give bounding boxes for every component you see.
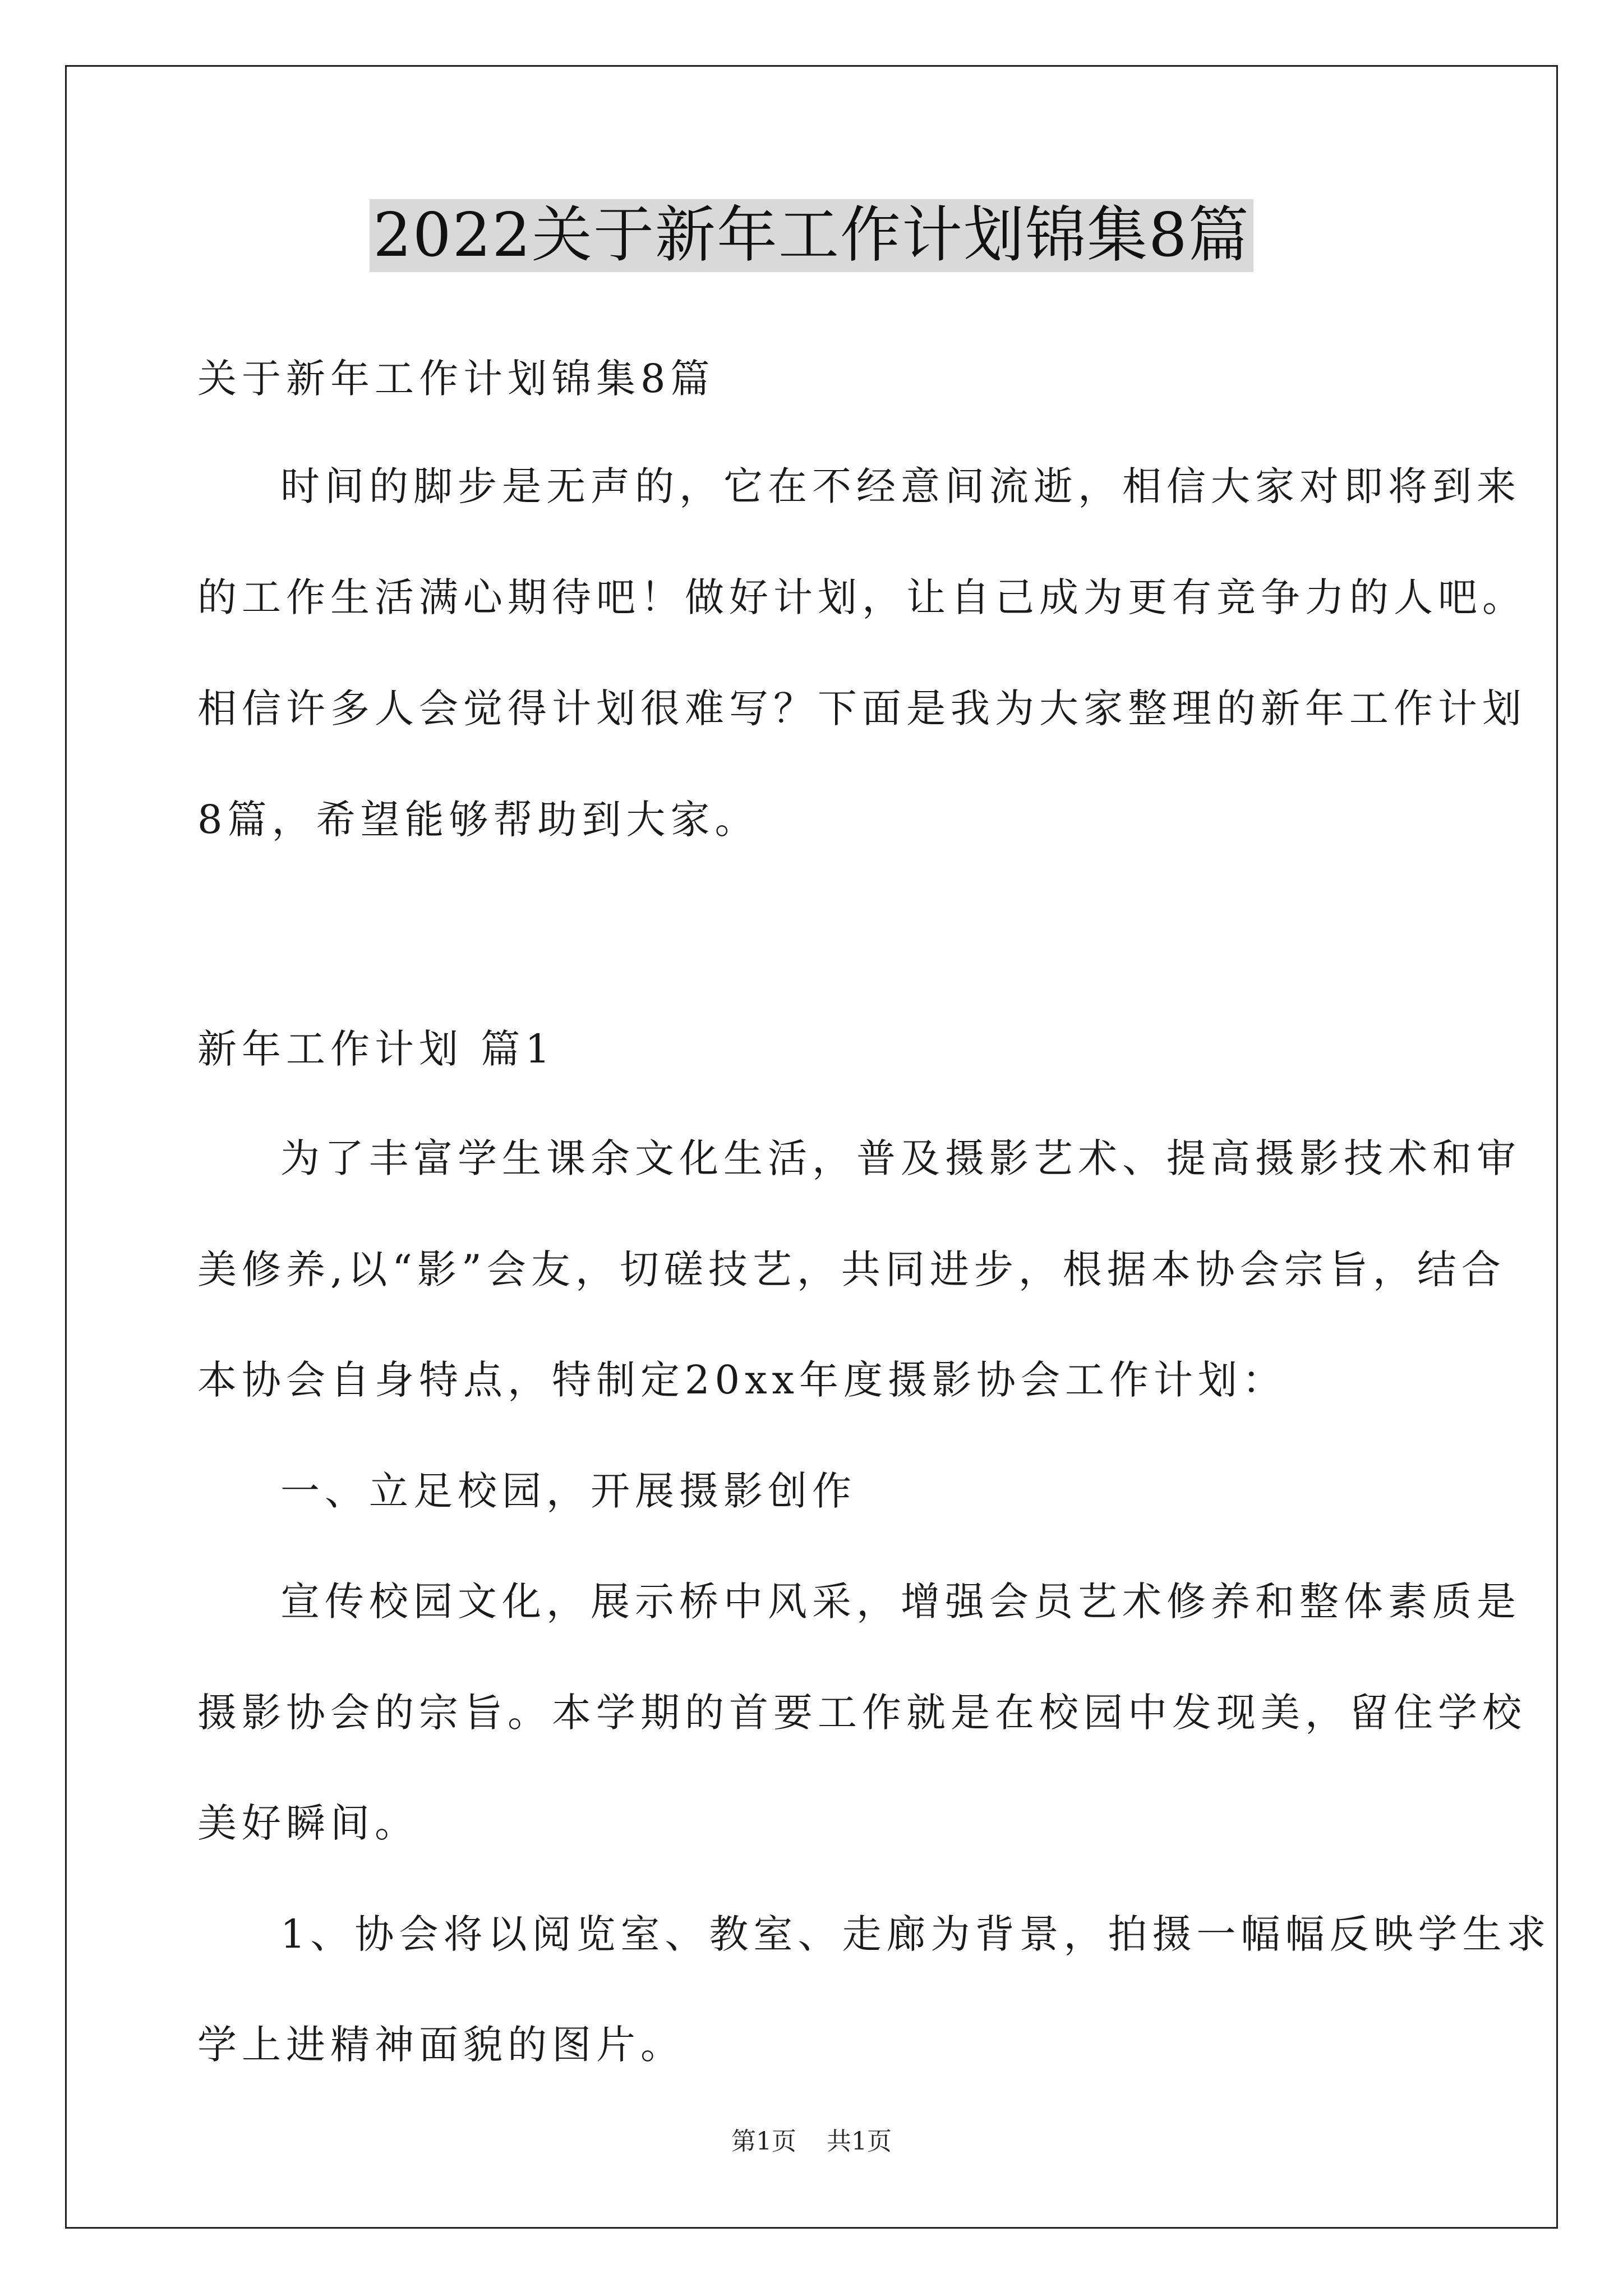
- purpose-paragraph-line-3: 美好瞬间。: [197, 1800, 419, 1846]
- document-title: 2022关于新年工作计划锦集8篇: [370, 199, 1253, 272]
- subsection-heading: 一、立足校园，开展摄影创作: [280, 1468, 856, 1514]
- purpose-paragraph-line-2: 摄影协会的宗旨。本学期的首要工作就是在校园中发现美，留住学校: [197, 1690, 1527, 1736]
- section-paragraph-line-1: 为了丰富学生课余文化生活，普及摄影艺术、提高摄影技术和审: [280, 1135, 1521, 1181]
- page-footer: [0, 2126, 1623, 2157]
- intro-paragraph-line-4: 8篇，希望能够帮助到大家。: [197, 797, 759, 843]
- section-paragraph-line-2: 美修养,以“影”会友，切磋技艺，共同进步，根据本协会宗旨，结合: [197, 1246, 1506, 1292]
- item-paragraph-line-1: 1、协会将以阅览室、教室、走廊为背景，拍摄一幅幅反映学生求: [280, 1911, 1551, 1957]
- page-total: 共1页: [827, 2127, 892, 2156]
- title-container: [0, 199, 1623, 272]
- section-heading: 新年工作计划 篇1: [197, 1026, 555, 1072]
- intro-paragraph-line-2: 的工作生活满心期待吧！做好计划，让自己成为更有竞争力的人吧。: [197, 574, 1527, 620]
- subtitle-line: 关于新年工作计划锦集8篇: [197, 356, 715, 402]
- section-paragraph-line-3: 本协会自身特点，特制定20xx年度摄影协会工作计划：: [197, 1357, 1287, 1403]
- intro-paragraph-line-1: 时间的脚步是无声的，它在不经意间流逝，相信大家对即将到来: [280, 463, 1521, 509]
- page-number: 第1页: [731, 2127, 796, 2156]
- purpose-paragraph-line-1: 宣传校园文化，展示桥中风采，增强会员艺术修养和整体素质是: [280, 1579, 1521, 1625]
- intro-paragraph-line-3: 相信许多人会觉得计划很难写？下面是我为大家整理的新年工作计划: [197, 685, 1527, 731]
- item-paragraph-line-2: 学上进精神面貌的图片。: [197, 2022, 685, 2068]
